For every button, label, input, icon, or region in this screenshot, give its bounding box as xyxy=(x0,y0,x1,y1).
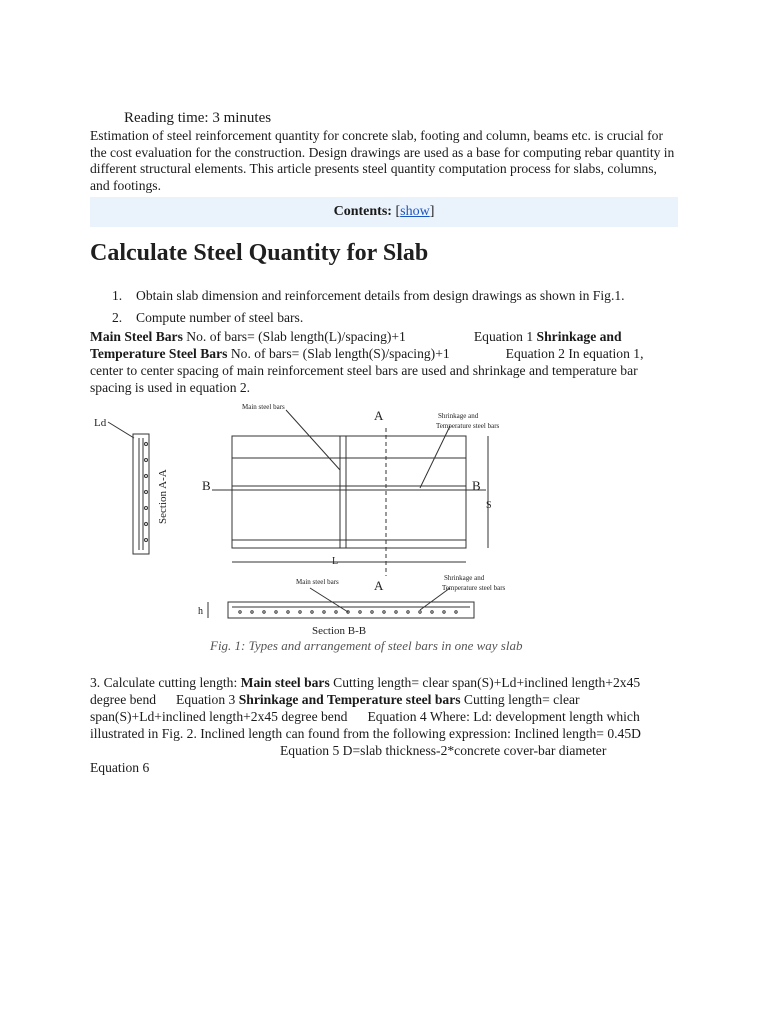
shrink-top-label-1: Shrinkage and xyxy=(438,412,479,420)
main-bars-formula: No. of bars= (Slab length(L)/spacing)+1 xyxy=(182,329,406,344)
equation-2-text: Equation 2 In equation 1, center to center spacing of main reinforcement steel bars are used and shrinkage and temperature bar spacing is used in equation 2. xyxy=(90,346,644,395)
contents-show-link[interactable]: show xyxy=(400,204,430,219)
intro-paragraph: Estimation of steel reinforcement quantity for concrete slab, footing and column, beams etc. is crucial for the cost evaluation for the construction. Design drawings are used as a base for computing rebar quantity in different structural elements. This article presents steel quantity computation process for slabs, columns, and footings. xyxy=(90,128,675,193)
section-b-right-label: B xyxy=(472,478,481,493)
bars-paragraph xyxy=(90,328,678,396)
cutting-length-intro: 3. Calculate cutting length: xyxy=(90,675,241,690)
main-bars-cutting-label: Main steel bars xyxy=(240,675,330,690)
ld-label: Ld xyxy=(94,417,107,429)
section-a-top-label: A xyxy=(374,408,384,423)
list-number: 2. xyxy=(112,310,123,325)
cutting-length-paragraph xyxy=(90,674,678,776)
contents-box xyxy=(90,197,678,227)
equation-3: Equation 3 xyxy=(176,692,239,707)
section-bb-label: Section B-B xyxy=(312,625,367,637)
contents-bracket-open: [ xyxy=(395,204,401,219)
shrinkage-cutting-label: Shrinkage and Temperature steel bars xyxy=(238,692,461,707)
list-number: 1. xyxy=(112,288,123,303)
reading-time: Reading time: 3 minutes xyxy=(124,110,272,126)
h-dimension-label: h xyxy=(198,606,203,617)
section-a-bottom-label: A xyxy=(374,578,384,593)
shrink-bottom-label-1: Shrinkage and xyxy=(444,574,485,582)
section-b-left-label: B xyxy=(202,478,211,493)
section-aa-label: Section A-A xyxy=(157,469,169,524)
list-text: Obtain slab dimension and reinforcement details from design drawings as shown in Fig.1. xyxy=(136,288,625,303)
shrink-bottom-label-2: Temperature steel bars xyxy=(442,584,506,592)
equation-1: Equation 1 xyxy=(473,329,537,344)
main-bars-top-label: Main steel bars xyxy=(242,403,285,411)
slab-diagram xyxy=(90,400,510,640)
page-title: Calculate Steel Quantity for Slab xyxy=(90,240,429,266)
equation-5-text: Equation 5 D=slab thickness-2*concrete cover-bar diameter xyxy=(280,743,607,758)
contents-bracket-close: ] xyxy=(429,204,435,219)
slab-plan-drawing xyxy=(212,410,488,576)
section-aa-drawing xyxy=(108,422,149,554)
main-steel-bars-label: Main Steel Bars xyxy=(90,329,183,344)
list-item xyxy=(90,288,625,310)
l-dimension-label: L xyxy=(332,556,339,567)
list-text: Compute number of steel bars. xyxy=(136,310,304,325)
equation-4-text: Equation 4 Where: Ld: development length which illustrated in Fig. 2. Inclined length can found from the following expression: Inclined length= 0.45D xyxy=(90,709,641,741)
main-bars-cutting-formula: Cutting length= clear span(S)+Ld+inclined length+2x45 degree bend xyxy=(90,675,641,707)
s-dimension-label: S xyxy=(486,500,492,511)
main-bars-bottom-label: Main steel bars xyxy=(296,578,339,586)
shrink-top-label-2: Temperature steel bars xyxy=(436,422,500,430)
figure-caption: Fig. 1: Types and arrangement of steel bars in one way slab xyxy=(210,638,523,653)
shrinkage-cutting-formula: Cutting length= clear span(S)+Ld+inclined length+2x45 degree bend xyxy=(90,692,580,724)
shrinkage-bars-label: Shrinkage and Temperature Steel Bars xyxy=(90,329,622,361)
contents-label: Contents: xyxy=(333,204,392,219)
equation-6-text: Equation 6 xyxy=(90,760,150,775)
section-bb-drawing xyxy=(208,588,474,618)
shrinkage-bars-formula: No. of bars= (Slab length(S)/spacing)+1 xyxy=(227,346,450,361)
steps-list xyxy=(90,288,625,332)
